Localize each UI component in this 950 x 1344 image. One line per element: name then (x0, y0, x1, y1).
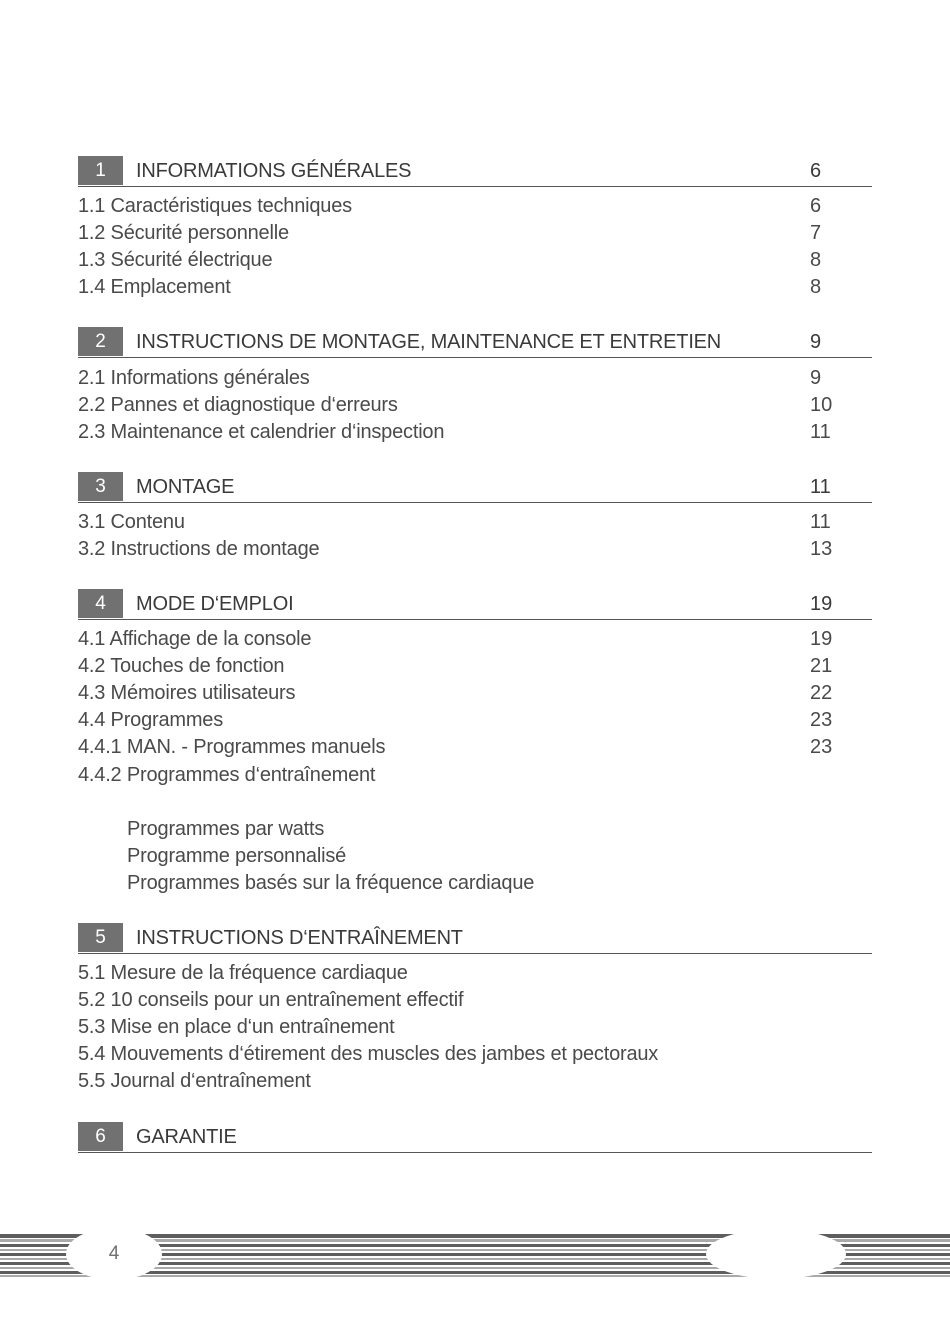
toc-entry[interactable] (78, 365, 872, 392)
toc-entry[interactable] (78, 653, 872, 680)
toc-entry[interactable] (78, 220, 872, 247)
toc-entry[interactable] (78, 1068, 872, 1095)
entry-title: 4.2 Touches de fonction (78, 655, 285, 678)
entry-page-number: 9 (810, 367, 822, 389)
section-number-badge: 3 (78, 472, 123, 501)
entry-page-number: 23 (810, 736, 833, 759)
toc-subentry[interactable] (78, 843, 872, 870)
toc-entry[interactable] (78, 247, 872, 274)
page-number: 4 (108, 1243, 120, 1264)
toc-entry[interactable] (78, 509, 872, 536)
section-page-number: 6 (810, 160, 822, 182)
entry-title: 5.5 Journal d‘entraînement (78, 1070, 311, 1093)
toc-entry[interactable] (78, 419, 872, 446)
section-number-badge: 5 (78, 923, 123, 952)
section-page-number: 9 (810, 331, 822, 353)
toc-entry[interactable] (78, 762, 872, 789)
toc-entry[interactable] (78, 1014, 872, 1041)
section-heading[interactable] (78, 589, 872, 620)
entry-page-number: 19 (810, 628, 833, 650)
entry-title: 4.4.1 MAN. - Programmes manuels (78, 736, 386, 759)
section-number-badge: 2 (78, 327, 123, 356)
toc-entry[interactable] (78, 392, 872, 419)
entry-page-number: 8 (810, 249, 822, 272)
entry-title: 2.2 Pannes et diagnostique d‘erreurs (78, 394, 398, 417)
entry-title: 3.1 Contenu (78, 511, 185, 533)
section-number-badge: 6 (78, 1122, 123, 1151)
entry-title: 5.1 Mesure de la fréquence cardiaque (78, 962, 408, 984)
entry-title: 5.2 10 conseils pour un entraînement effectif (78, 989, 464, 1012)
entry-page-number: 10 (810, 394, 833, 417)
entry-page-number: 23 (810, 709, 833, 732)
entry-title: 4.1 Affichage de la console (78, 628, 312, 650)
entry-title: Programmes par watts (127, 817, 325, 840)
section-heading[interactable] (78, 923, 872, 954)
section-heading[interactable] (78, 1122, 872, 1153)
section-title: MODE D‘EMPLOI (136, 593, 294, 615)
toc-entry[interactable] (78, 536, 872, 563)
entry-page-number: 7 (810, 222, 822, 245)
toc-entry[interactable] (78, 960, 872, 987)
toc-entry[interactable] (78, 734, 872, 761)
entry-title: 3.2 Instructions de montage (78, 538, 320, 561)
entry-title: 2.3 Maintenance et calendrier d‘inspection (78, 421, 445, 444)
section-title: GARANTIE (136, 1126, 237, 1148)
entry-title: 2.1 Informations générales (78, 367, 310, 389)
entry-page-number: 11 (810, 511, 831, 533)
toc-subentry[interactable] (78, 816, 872, 843)
section-heading[interactable] (78, 472, 872, 503)
toc-entry[interactable] (78, 626, 872, 653)
entry-title: 1.1 Caractéristiques techniques (78, 195, 352, 217)
entry-page-number: 13 (810, 538, 833, 561)
section-page-number: 11 (810, 476, 831, 498)
section-heading[interactable] (78, 327, 872, 358)
section-page-number: 19 (810, 593, 833, 615)
toc-subentry[interactable] (78, 870, 872, 897)
entry-title: 1.3 Sécurité électrique (78, 249, 273, 272)
section-title: MONTAGE (136, 476, 235, 498)
toc-entry[interactable] (78, 1041, 872, 1068)
entry-page-number: 11 (810, 421, 831, 444)
section-number-badge: 4 (78, 589, 123, 618)
toc-entry[interactable] (78, 987, 872, 1014)
page-footer (0, 1228, 950, 1280)
entry-title: 5.4 Mouvements d‘étirement des muscles des jambes et pectoraux (78, 1043, 659, 1066)
section-title: INFORMATIONS GÉNÉRALES (136, 160, 412, 182)
entry-title: 4.4.2 Programmes d‘entraînement (78, 763, 376, 786)
section-title: INSTRUCTIONS D‘ENTRAÎNEMENT (136, 927, 463, 949)
entry-title: Programmes basés sur la fréquence cardiaque (127, 871, 535, 894)
footer-stripes-graphic (0, 1228, 950, 1280)
entry-page-number: 22 (810, 682, 833, 705)
toc-entry[interactable] (78, 193, 872, 220)
entry-title: 1.2 Sécurité personnelle (78, 222, 289, 245)
entry-title: Programme personnalisé (127, 844, 347, 867)
toc-entry[interactable] (78, 274, 872, 301)
entry-title: 5.3 Mise en place d‘un entraînement (78, 1016, 395, 1039)
entry-title: 4.3 Mémoires utilisateurs (78, 682, 296, 705)
section-title: INSTRUCTIONS DE MONTAGE, MAINTENANCE ET ENTRETIEN (136, 331, 722, 353)
entry-page-number: 8 (810, 276, 822, 299)
section-heading[interactable] (78, 156, 872, 187)
section-number-badge: 1 (78, 156, 123, 185)
entry-title: 1.4 Emplacement (78, 276, 231, 299)
toc-entry[interactable] (78, 680, 872, 707)
entry-page-number: 21 (810, 655, 833, 678)
toc-entry[interactable] (78, 707, 872, 734)
entry-page-number: 6 (810, 195, 822, 217)
entry-title: 4.4 Programmes (78, 709, 224, 732)
